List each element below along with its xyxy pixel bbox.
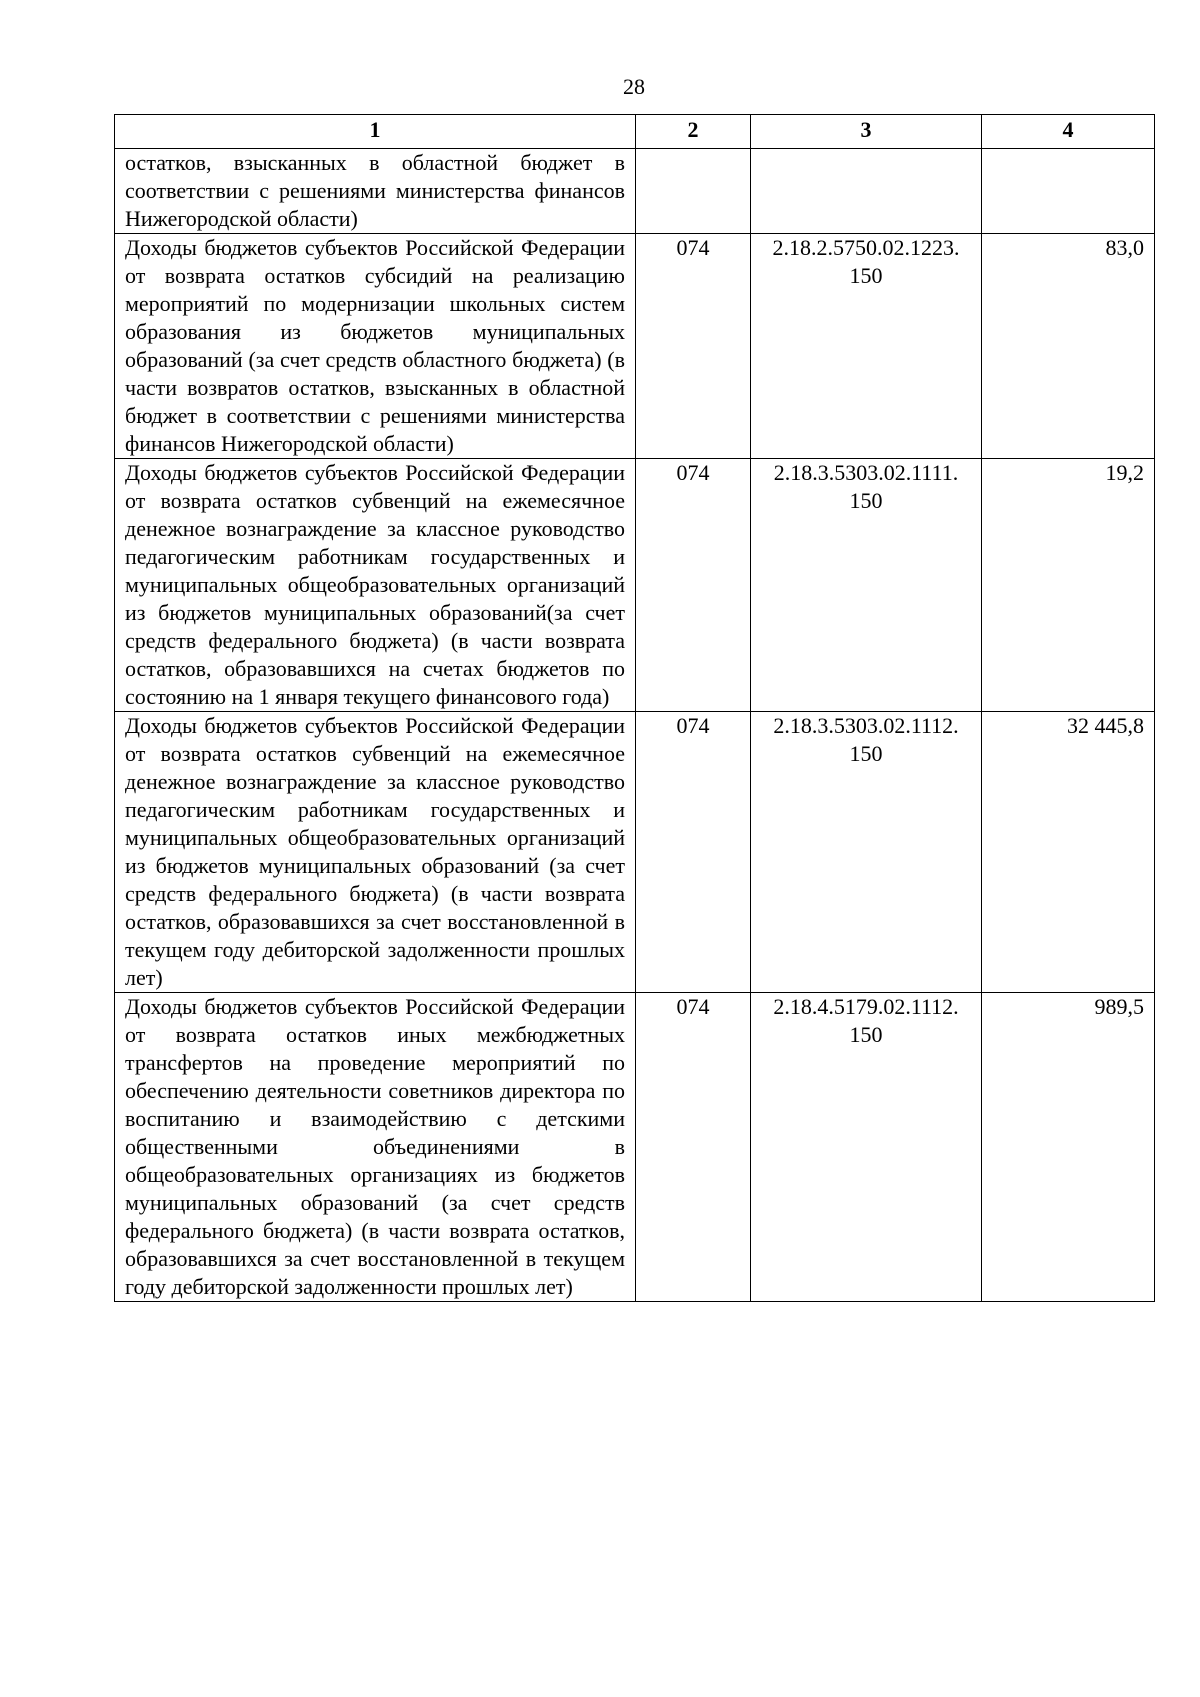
classification-code-line-2: 150 <box>849 741 883 766</box>
budget-income-table <box>114 114 1155 1302</box>
amount-cell: 989,5 <box>982 993 1155 1302</box>
admin-code-cell: 074 <box>636 234 751 459</box>
admin-code-cell: 074 <box>636 712 751 993</box>
classification-code-line-2: 150 <box>849 263 883 288</box>
admin-code-cell: 074 <box>636 459 751 712</box>
classification-code-cell <box>751 993 982 1302</box>
amount-cell: 19,2 <box>982 459 1155 712</box>
classification-code-line-2: 150 <box>849 488 883 513</box>
classification-code-line-1: 2.18.3.5303.02.1111. <box>773 460 959 485</box>
page-number: 28 <box>623 74 645 99</box>
classification-code-line-1: 2.18.4.5179.02.1112. <box>773 994 959 1019</box>
classification-code-cell <box>751 149 982 234</box>
table-row <box>115 712 1155 993</box>
table-row <box>115 993 1155 1302</box>
amount-cell: 32 445,8 <box>982 712 1155 993</box>
classification-code-cell <box>751 712 982 993</box>
column-header-1: 1 <box>115 115 636 149</box>
column-header-2: 2 <box>636 115 751 149</box>
classification-code-line-2: 150 <box>849 1022 883 1047</box>
column-header-4: 4 <box>982 115 1155 149</box>
admin-code-cell: 074 <box>636 993 751 1302</box>
column-header-3: 3 <box>751 115 982 149</box>
table-row <box>115 234 1155 459</box>
income-name-cell: остатков, взысканных в областной бюджет в соответствии с решениями министерства финансов Нижегородской области) <box>115 149 636 234</box>
amount-cell: 83,0 <box>982 234 1155 459</box>
income-name-cell: Доходы бюджетов субъектов Российской Федерации от возврата остатков иных межбюджетных трансфертов на проведение мероприятий по обеспечению деятельности советников директора по воспитанию и взаимодействию с детскими общественными объединениями в общеобразовательных организациях из бюджетов муниципальных образований (за счет средств федерального бюджета) (в части возврата остатков, образовавшихся за счет восстановленной в текущем году дебиторской задолженности прошлых лет) <box>115 993 636 1302</box>
admin-code-cell <box>636 149 751 234</box>
classification-code-cell <box>751 234 982 459</box>
classification-code-line-1: 2.18.2.5750.02.1223. <box>772 235 960 260</box>
table-row <box>115 459 1155 712</box>
classification-code-cell <box>751 459 982 712</box>
table-header-row <box>115 115 1155 149</box>
amount-cell <box>982 149 1155 234</box>
classification-code-line-1: 2.18.3.5303.02.1112. <box>773 713 959 738</box>
income-name-cell: Доходы бюджетов субъектов Российской Федерации от возврата остатков субвенций на ежемесячное денежное вознаграждение за классное руководство педагогическим работникам государственных и муниципальных общеобразовательных организаций из бюджетов муниципальных образований(за счет средств федерального бюджета) (в части возврата остатков, образовавшихся на счетах бюджетов по состоянию на 1 января текущего финансового года) <box>115 459 636 712</box>
income-name-cell: Доходы бюджетов субъектов Российской Федерации от возврата остатков субсидий на реализацию мероприятий по модернизации школьных систем образования из бюджетов муниципальных образований (за счет средств областного бюджета) (в части возвратов остатков, взысканных в областной бюджет в соответствии с решениями министерства финансов Нижегородской области) <box>115 234 636 459</box>
income-name-cell: Доходы бюджетов субъектов Российской Федерации от возврата остатков субвенций на ежемесячное денежное вознаграждение за классное руководство педагогическим работникам государственных и муниципальных общеобразовательных организаций из бюджетов муниципальных образований (за счет средств федерального бюджета) (в части возврата остатков, образовавшихся за счет восстановленной в текущем году дебиторской задолженности прошлых лет) <box>115 712 636 993</box>
table-row <box>115 149 1155 234</box>
